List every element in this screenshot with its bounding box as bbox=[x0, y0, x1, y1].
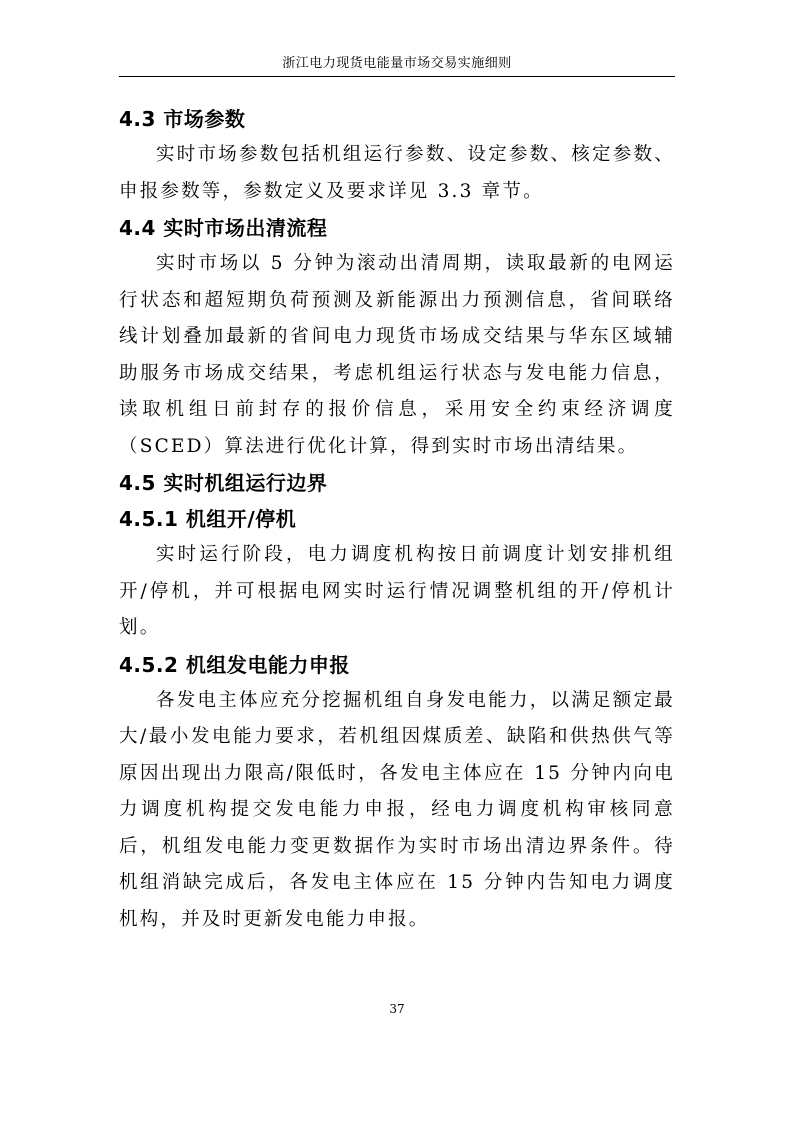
section-heading-4-5: 4.5 实时机组运行边界 bbox=[119, 471, 328, 495]
sub-heading-4-5-2: 4.5.2 机组发电能力申报 bbox=[119, 652, 350, 677]
document-body bbox=[119, 101, 675, 938]
sub-heading-4-5-1: 4.5.1 机组开/停机 bbox=[119, 507, 297, 531]
page-number: 37 bbox=[389, 1002, 405, 1016]
paragraph-clearing-process: 实时市场以 5 分钟为滚动出清周期，读取最新的电网运行状态和超短期负荷预测及新能源出力预测信息，省间联络线计划叠加最新的省间电力现货市场成交结果与华东区域辅助服务市场成交结果，考虑机组运行状态与发电能力信息，读取机组日前封存的报价信息，采用安全约束经济调度（SCED）算法进行优化计算，得到实时市场出清结果。 bbox=[119, 253, 675, 457]
document-title: 浙江电力现货电能量市场交易实施细则 bbox=[282, 56, 512, 71]
paragraph-generation-capability: 各发电主体应充分挖掘机组自身发电能力，以满足额定最大/最小发电能力要求，若机组因煤质差、缺陷和供热供气等原因出现出力限高/限低时，各发电主体应在 15 分钟内向电力调度机构提交发电能力申报，经电力调度机构审核同意后，机组发电能力变更数据作为实时市场出清边界条件。待机组消缺完成后，各发电主体应在 15 分钟内告知电力调度机构，并及时更新发电能力申报。 bbox=[119, 689, 675, 930]
paragraph-market-parameters: 实时市场参数包括机组运行参数、设定参数、核定参数、申报参数等，参数定义及要求详见 3.3 章节。 bbox=[119, 144, 675, 202]
section-heading-4-3: 4.3 市场参数 bbox=[119, 107, 246, 131]
paragraph-unit-start-stop: 实时运行阶段，电力调度机构按日前调度计划安排机组开/停机，并可根据电网实时运行情况调整机组的开/停机计划。 bbox=[119, 544, 675, 638]
section-heading-4-4: 4.4 实时市场出清流程 bbox=[119, 216, 328, 240]
page-header bbox=[119, 48, 675, 77]
